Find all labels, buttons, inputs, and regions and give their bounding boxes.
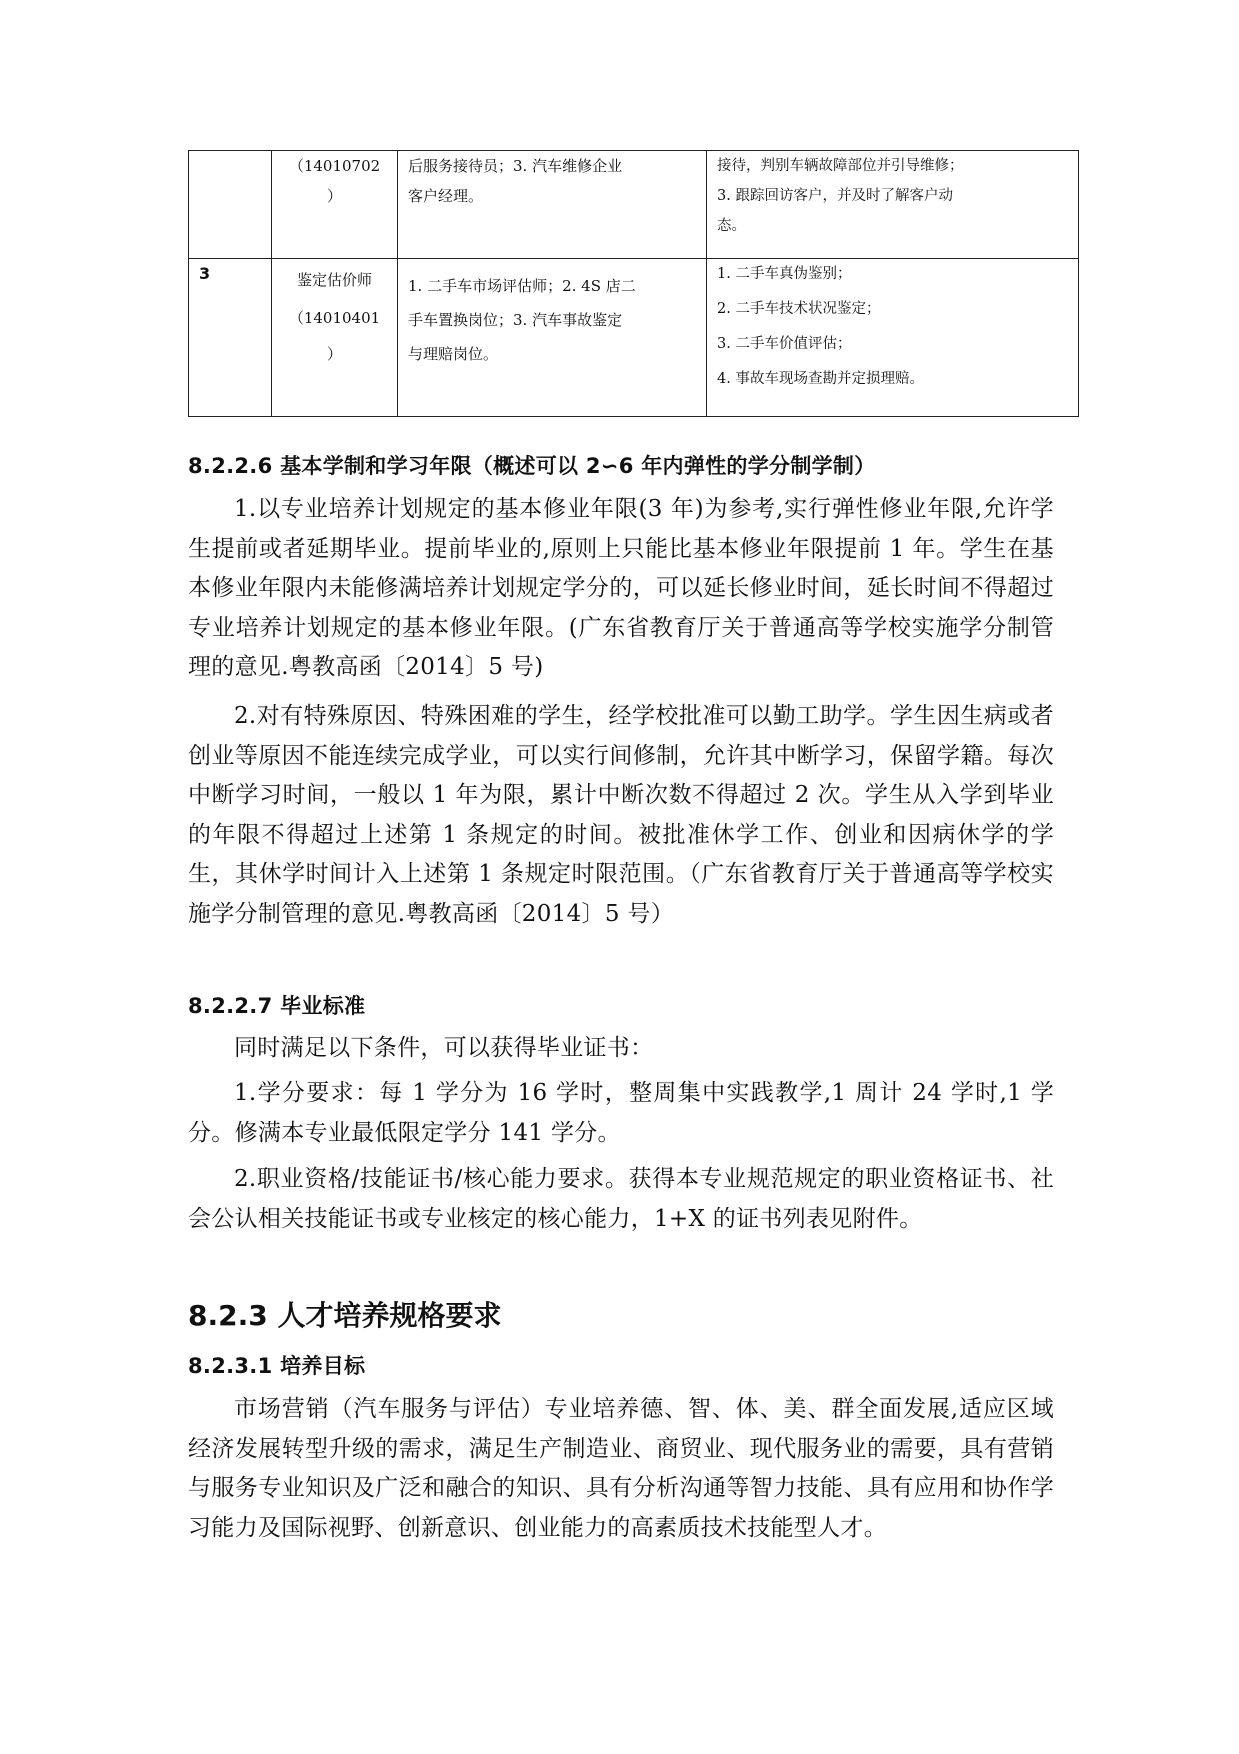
table-row	[189, 151, 1079, 259]
occupation-table	[188, 150, 1079, 417]
cell-line: （14010401	[288, 309, 381, 327]
table-cell-title	[272, 259, 398, 417]
cell-line: 鉴定估价师	[296, 271, 372, 289]
cell-line: ）	[326, 187, 342, 205]
table-cell-number: 3	[189, 259, 272, 417]
cell-line: 2. 二手车技术状况鉴定；	[717, 301, 881, 317]
table-cell-positions	[398, 259, 707, 417]
table-cell-duties	[707, 259, 1079, 417]
section-heading-8-2-3: 8.2.3 人才培养规格要求	[188, 1299, 502, 1332]
paragraph: 市场营销（汽车服务与评估）专业培养德、智、体、美、群全面发展,适应区域经济发展转型升级的需求，满足生产制造业、商贸业、现代服务业的需要，具有营销与服务专业知识及广泛和融合的知识、具有分析沟通等智力技能、具有应用和协作学习能力及国际视野、创新意识、创业能力的高素质技术技能型人才。	[188, 1396, 1054, 1541]
cell-line: 客户经理。	[408, 187, 484, 205]
table-cell-positions	[398, 151, 707, 259]
section-heading-8-2-2-7: 8.2.2.7 毕业标准	[188, 994, 366, 1018]
cell-line: 3. 二手车价值评估；	[717, 336, 852, 352]
cell-line: 态。	[717, 218, 746, 234]
section-heading-8-2-2-6: 8.2.2.6 基本学制和学习年限（概述可以 2∽6 年内弹性的学分制学制）	[188, 454, 876, 478]
paragraph: 1.学分要求：每 1 学分为 16 学时，整周集中实践教学,1 周计 24 学时,1 学分。修满本专业最低限定学分 141 学分。	[188, 1080, 1054, 1146]
paragraph: 1.以专业培养计划规定的基本修业年限(3 年)为参考,实行弹性修业年限,允许学生提前或者延期毕业。提前毕业的,原则上只能比基本修业年限提前 1 年。学生在基本修业年限内未能修满培养计划规定学分的，可以延长修业时间，延长时间不得超过专业培养计划规定的基本修业年限。(广东省教育厅关于普通高等学校实施学分制管理的意见.粤教高函〔2014〕5 号)	[188, 496, 1054, 680]
cell-line: 接待，判别车辆故障部位并引导维修；	[717, 158, 964, 174]
table-cell-number	[189, 151, 272, 259]
cell-line: 3. 跟踪回访客户，并及时了解客户动	[717, 188, 953, 204]
cell-line: （14010702	[288, 157, 381, 175]
cell-line: 1. 二手车市场评估师；2. 4S 店二	[408, 277, 636, 295]
cell-line: 后服务接待员；3. 汽车维修企业	[408, 157, 623, 175]
paragraph: 2.职业资格/技能证书/核心能力要求。获得本专业规范规定的职业资格证书、社会公认相关技能证书或专业核定的核心能力，1+X 的证书列表见附件。	[188, 1166, 1054, 1232]
paragraph: 2.对有特殊原因、特殊困难的学生，经学校批准可以勤工助学。学生因生病或者创业等原因不能连续完成学业，可以实行间修制，允许其中断学习，保留学籍。每次中断学习时间，一般以 1 年为限，累计中断次数不得超过 2 次。学生从入学到毕业的年限不得超过上述第 1 条规定的时间。被批准休学工作、创业和因病休学的学生，其休学时间计入上述第 1 条规定时限范围。（广东省教育厅关于普通高等学校实施学分制管理的意见.粤教高函〔2014〕5 号）	[188, 703, 1054, 927]
paragraph: 同时满足以下条件，可以获得毕业证书：	[234, 1035, 654, 1061]
cell-line: 与理赔岗位。	[408, 345, 499, 363]
table-cell-title	[272, 151, 398, 259]
cell-line: 手车置换岗位；3. 汽车事故鉴定	[408, 311, 623, 329]
section-heading-8-2-3-1: 8.2.3.1 培养目标	[188, 1354, 366, 1378]
cell-line: 1. 二手车真伪鉴别；	[717, 266, 852, 282]
table-row	[189, 259, 1079, 417]
cell-line: ）	[326, 345, 342, 363]
table-cell-duties	[707, 151, 1079, 259]
cell-line: 4. 事故车现场查勘并定损理赔。	[717, 371, 924, 387]
